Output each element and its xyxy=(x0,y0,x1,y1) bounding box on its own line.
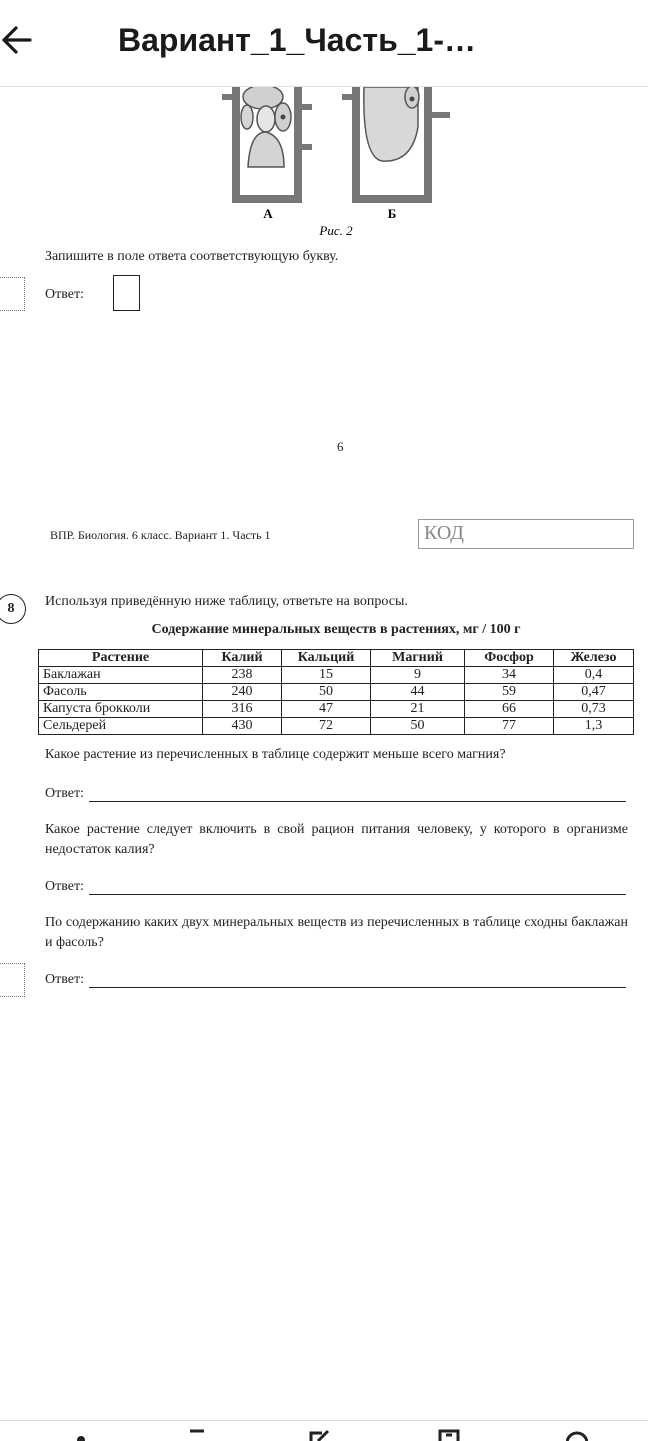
table-cell: 21 xyxy=(371,701,465,718)
header-cell: Калий xyxy=(203,650,282,667)
table-row xyxy=(39,701,634,718)
page-number: 6 xyxy=(337,439,344,454)
cell-a-drawing xyxy=(222,87,312,199)
figure-label-b: Б xyxy=(387,206,397,221)
table-cell: Баклажан xyxy=(39,667,203,684)
header-cell: Кальций xyxy=(282,650,371,667)
table-cell: 77 xyxy=(465,718,554,735)
table-header-row xyxy=(39,650,634,667)
q8-question-3: По содержанию каких двух минеральных веществ из перечисленных в таблице сходны баклажан и фасоль? xyxy=(45,915,628,950)
minerals-table xyxy=(38,649,634,735)
q8-answer-3-label: Ответ: xyxy=(45,972,84,987)
code-field[interactable] xyxy=(418,519,634,549)
q8-question-2: Какое растение следует включить в свой рацион питания человеку, у которого в организме недостаток калия? xyxy=(45,822,628,857)
q8-score-box xyxy=(0,963,25,997)
q8-answer-2-line[interactable] xyxy=(89,894,626,895)
table-cell: 50 xyxy=(282,684,371,701)
cell-figure-image xyxy=(0,87,648,237)
table-row xyxy=(39,684,634,701)
more-icon[interactable] xyxy=(566,1429,588,1441)
table-cell: 66 xyxy=(465,701,554,718)
table-cell: 0,73 xyxy=(554,701,634,718)
table-cell: 34 xyxy=(465,667,554,684)
document-page[interactable] xyxy=(0,87,648,1420)
table-cell: 44 xyxy=(371,684,465,701)
code-label: КОД xyxy=(424,522,464,544)
bottom-toolbar xyxy=(0,1420,648,1441)
table-cell: Фасоль xyxy=(39,684,203,701)
table-cell: 9 xyxy=(371,667,465,684)
table-cell: 1,3 xyxy=(554,718,634,735)
table-cell: 15 xyxy=(282,667,371,684)
table-cell: 0,47 xyxy=(554,684,634,701)
header-cell: Растение xyxy=(39,650,203,667)
table-cell: 238 xyxy=(203,667,282,684)
table-cell: 59 xyxy=(465,684,554,701)
q8-intro: Используя приведённую ниже таблицу, ответьте на вопросы. xyxy=(45,594,408,609)
page-header: ВПР. Биология. 6 класс. Вариант 1. Часть 1 xyxy=(50,528,271,542)
q7-instruction: Запишите в поле ответа соответствующую букву. xyxy=(45,249,339,264)
table-row xyxy=(39,667,634,684)
q7-score-box xyxy=(0,277,25,311)
back-arrow-icon[interactable] xyxy=(0,20,40,60)
table-cell: 72 xyxy=(282,718,371,735)
q8-answer-1-label: Ответ: xyxy=(45,786,84,801)
q8-table-title: Содержание минеральных веществ в растениях, мг / 100 г xyxy=(151,622,521,637)
q8-answer-1-line[interactable] xyxy=(89,801,626,802)
q7-answer-box[interactable] xyxy=(113,275,140,311)
cell-b-drawing xyxy=(342,87,450,199)
figure-caption: Рис. 2 xyxy=(319,223,353,237)
highlight-icon[interactable] xyxy=(186,1429,208,1441)
q8-answer-2-label: Ответ: xyxy=(45,879,84,894)
header-cell: Фосфор xyxy=(465,650,554,667)
q7-answer-label: Ответ: xyxy=(45,287,84,302)
edit-icon[interactable] xyxy=(308,1429,330,1441)
table-row xyxy=(39,718,634,735)
table-cell: 240 xyxy=(203,684,282,701)
document-title: Вариант_1_Часть_1-… xyxy=(118,22,476,58)
table-cell: 50 xyxy=(371,718,465,735)
table-cell: Сельдерей xyxy=(39,718,203,735)
header-cell: Магний xyxy=(371,650,465,667)
q8-number-badge: 8 xyxy=(0,594,26,624)
table-cell: Капуста брокколи xyxy=(39,701,203,718)
clipboard-icon[interactable] xyxy=(438,1429,460,1441)
table-cell: 0,4 xyxy=(554,667,634,684)
table-cell: 430 xyxy=(203,718,282,735)
q8-answer-3-line[interactable] xyxy=(89,987,626,988)
q8-question-1: Какое растение из перечисленных в таблице содержит меньше всего магния? xyxy=(45,747,506,762)
app-bar xyxy=(0,0,648,87)
table-cell: 316 xyxy=(203,701,282,718)
table-cell: 47 xyxy=(282,701,371,718)
pen-icon[interactable] xyxy=(70,1429,92,1441)
header-cell: Железо xyxy=(554,650,634,667)
figure-label-a: А xyxy=(263,206,273,221)
